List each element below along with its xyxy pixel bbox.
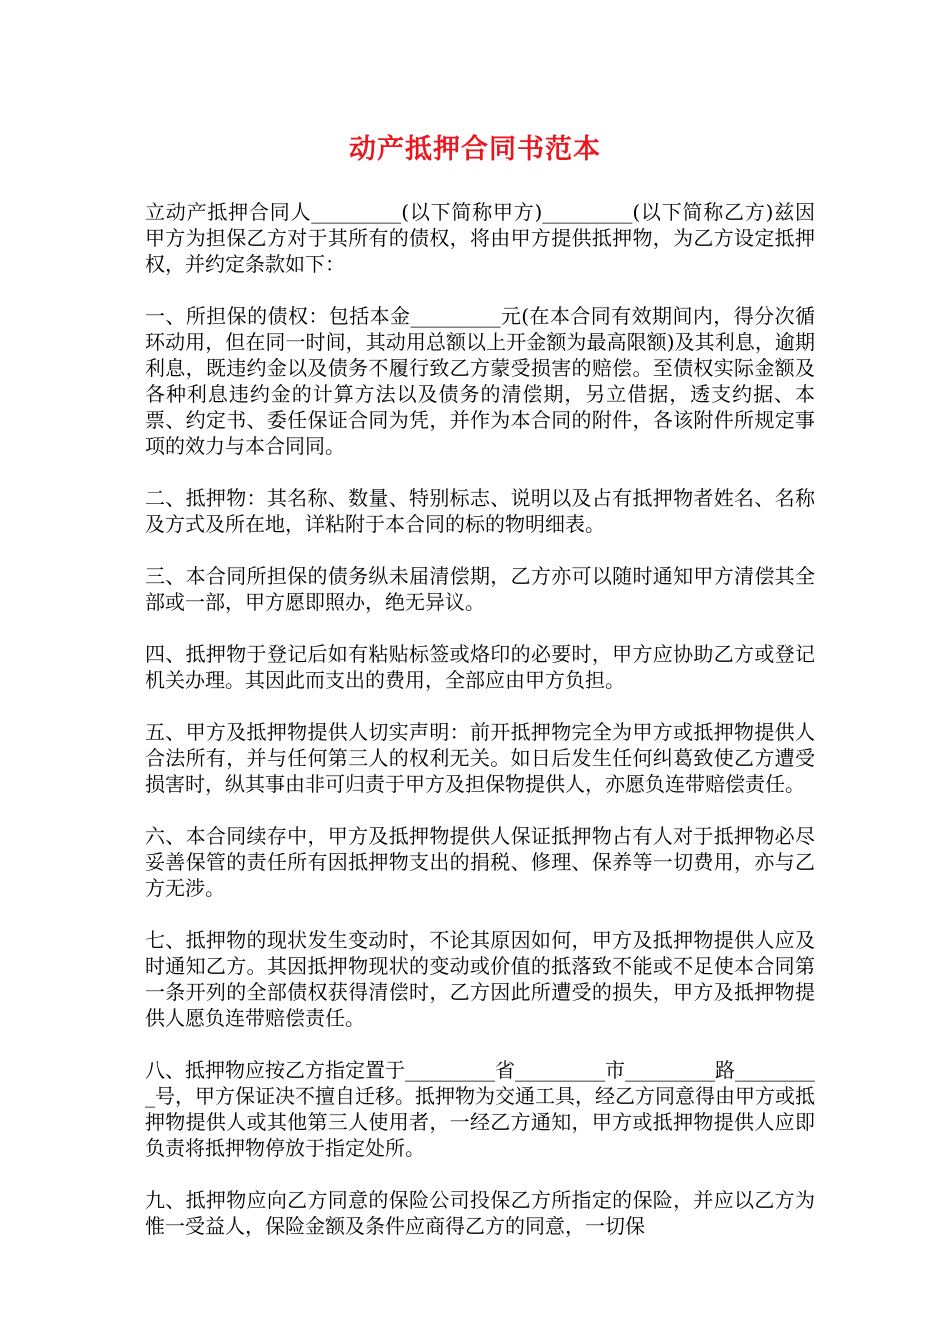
paragraph-clause-8: 八、抵押物应按乙方指定置于_________省_________市_________路_________号，甲方保证决不擅自迁移。抵押物为交通工具，经乙方同意得由甲方或抵押物提供人或其他第三人使用者，一经乙方通知，甲方或抵押物提供人应即负责将抵押物停放于指定处所。 [145, 1058, 815, 1160]
paragraph-clause-7: 七、抵押物的现状发生变动时，不论其原因如何，甲方及抵押物提供人应及时通知乙方。其因抵押物现状的变动或价值的抵落致不能或不足使本合同第一条开列的全部债权获得清偿时，乙方因此所遭受的损失，甲方及抵押物提供人愿负连带赔偿责任。 [145, 928, 815, 1030]
paragraph-clause-4: 四、抵押物于登记后如有粘贴标签或烙印的必要时，甲方应协助乙方或登记机关办理。其因此而支出的费用，全部应由甲方负担。 [145, 642, 815, 692]
paragraph-clause-2: 二、抵押物：其名称、数量、特别标志、说明以及占有抵押物者姓名、名称及方式及所在地，详粘附于本合同的标的物明细表。 [145, 486, 815, 536]
paragraph-clause-5: 五、甲方及抵押物提供人切实声明：前开抵押物完全为甲方或抵押物提供人合法所有，并与任何第三人的权利无关。如日后发生任何纠葛致使乙方遭受损害时，纵其事由非可归责于甲方及担保物提供人，亦愿负连带赔偿责任。 [145, 720, 815, 796]
document-body [145, 199, 815, 1265]
paragraph-clause-1: 一、所担保的债权：包括本金_________元(在本合同有效期间内，得分次循环动用，但在同一时间，其动用总额以上开金额为最高限额)及其利息，逾期利息，既违约金以及债务不履行致乙方蒙受损害的赔偿。至债权实际金额及各种利息违约金的计算方法以及债务的清偿期，另立借据，透支约据、本票、约定书、委任保证合同为凭，并作为本合同的附件，各该附件所规定事项的效力与本合同同。 [145, 304, 815, 458]
paragraph-clause-9: 九、抵押物应向乙方同意的保险公司投保乙方所指定的保险，并应以乙方为惟一受益人，保险金额及条件应商得乙方的同意，一切保 [145, 1188, 815, 1238]
paragraph-preamble: 立动产抵押合同人_________(以下简称甲方)_________(以下简称乙方)兹因甲方为担保乙方对于其所有的债权，将由甲方提供抵押物，为乙方设定抵押权，并约定条款如下： [145, 200, 815, 276]
document-title: 动产抵押合同书范本 [349, 134, 601, 165]
paragraph-clause-3: 三、本合同所担保的债务纵未届清偿期，乙方亦可以随时通知甲方清偿其全部或一部，甲方愿即照办，绝无异议。 [145, 564, 815, 614]
paragraph-clause-6: 六、本合同续存中，甲方及抵押物提供人保证抵押物占有人对于抵押物必尽妥善保管的责任所有因抵押物支出的捐税、修理、保养等一切费用，亦与乙方无涉。 [145, 824, 815, 900]
